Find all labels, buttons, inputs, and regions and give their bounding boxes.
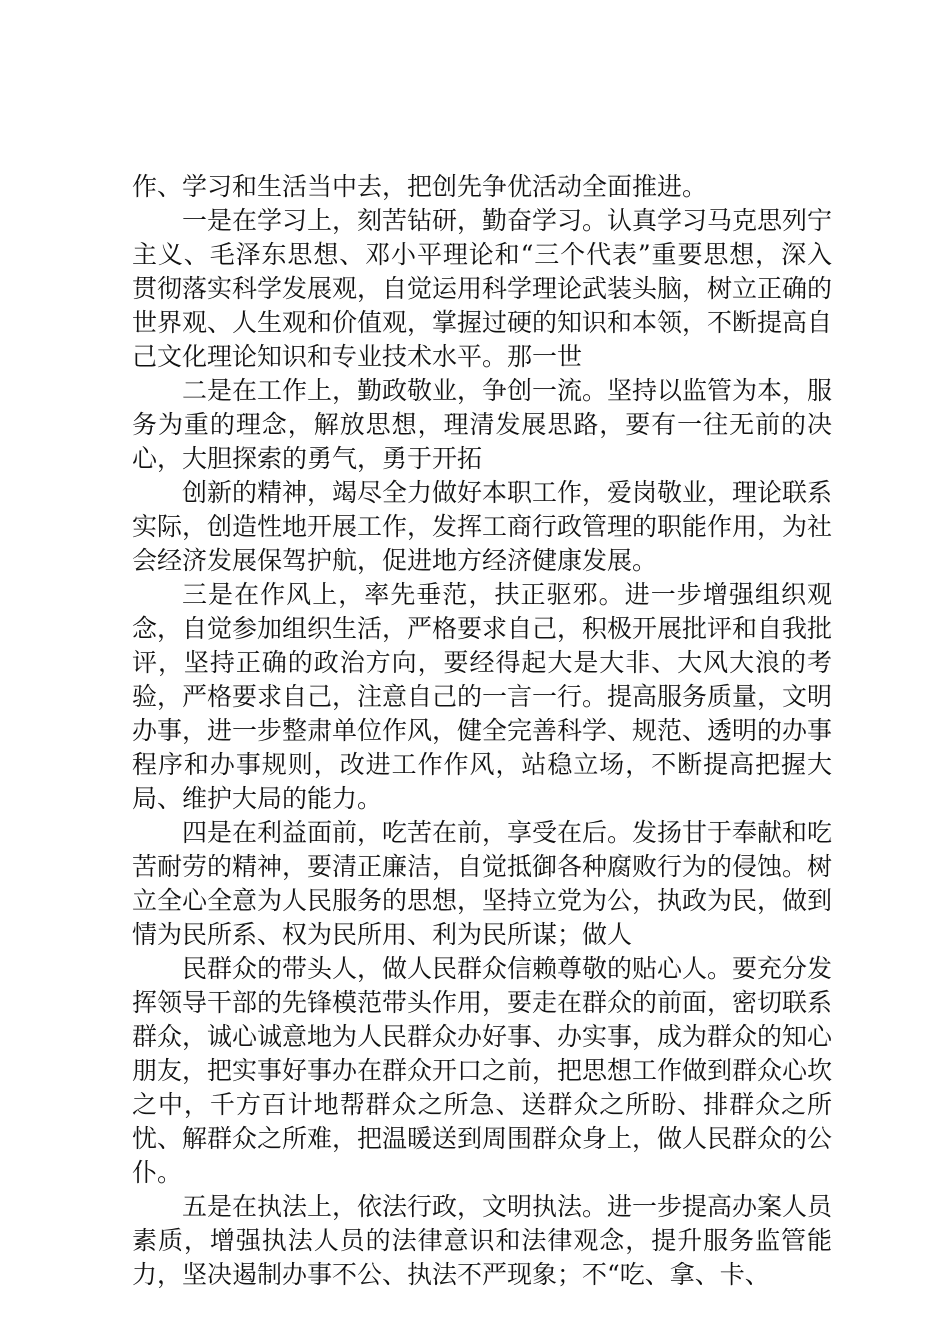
paragraph-work: 二是在工作上，勤政敬业，争创一流。坚持以监管为本，服务为重的理念，解放思想，理清发展思路，要有一往无前的决心，大胆探索的勇气，勇于开拓 <box>132 376 833 473</box>
paragraph-style: 三是在作风上，率先垂范，扶正驱邪。进一步增强组织观念，自觉参加组织生活，严格要求自己，积极开展批评和自我批评，坚持正确的政治方向，要经得起大是大非、大风大浪的考验，严格要求自己，注意自己的一言一行。提高服务质量，文明办事，进一步整肃单位作风，健全完善科学、规范、透明的办事程序和办事规则，改进工作作风，站稳立场，不断提高把握大局、维护大局的能力。 <box>132 580 833 813</box>
paragraph-law-enforcement: 五是在执法上，依法行政，文明执法。进一步提高办案人员素质，增强执法人员的法律意识和法律观念，提升服务监管能力，坚决遏制办事不公、执法不严现象；不“吃、拿、卡、 <box>132 1192 833 1289</box>
paragraph-masses: 民群众的带头人，做人民群众信赖尊敬的贴心人。要充分发挥领导干部的先锋模范带头作用，要走在群众的前面，密切联系群众，诚心诚意地为人民群众办好事、办实事，成为群众的知心朋友，把实事好事办在群众开口之前，把思想工作做到群众心坎之中，千方百计地帮群众之所急、送群众之所盼、排群众之所忧、解群众之所难，把温暖送到周围群众身上，做人民群众的公仆。 <box>132 954 833 1187</box>
paragraph-interests: 四是在利益面前，吃苦在前，享受在后。发扬甘于奉献和吃苦耐劳的精神，要清正廉洁，自觉抵御各种腐败行为的侵蚀。树立全心全意为人民服务的思想，坚持立党为公，执政为民，做到情为民所系、权为民所用、利为民所谋；做人 <box>132 818 833 949</box>
paragraph-innovation: 创新的精神，竭尽全力做好本职工作，爱岗敬业，理论联系实际，创造性地开展工作，发挥工商行政管理的职能作用，为社会经济发展保驾护航，促进地方经济健康发展。 <box>132 478 833 575</box>
paragraph-study: 一是在学习上，刻苦钻研，勤奋学习。认真学习马克思列宁主义、毛泽东思想、邓小平理论和“三个代表”重要思想，深入贯彻落实科学发展观，自觉运用科学理论武装头脑，树立正确的世界观、人生观和价值观，掌握过硬的知识和本领，不断提高自己文化理论知识和专业技术水平。那一世 <box>132 206 833 371</box>
paragraph-continuation: 作、学习和生活当中去，把创先争优活动全面推进。 <box>132 172 708 201</box>
document-body <box>132 170 832 1292</box>
